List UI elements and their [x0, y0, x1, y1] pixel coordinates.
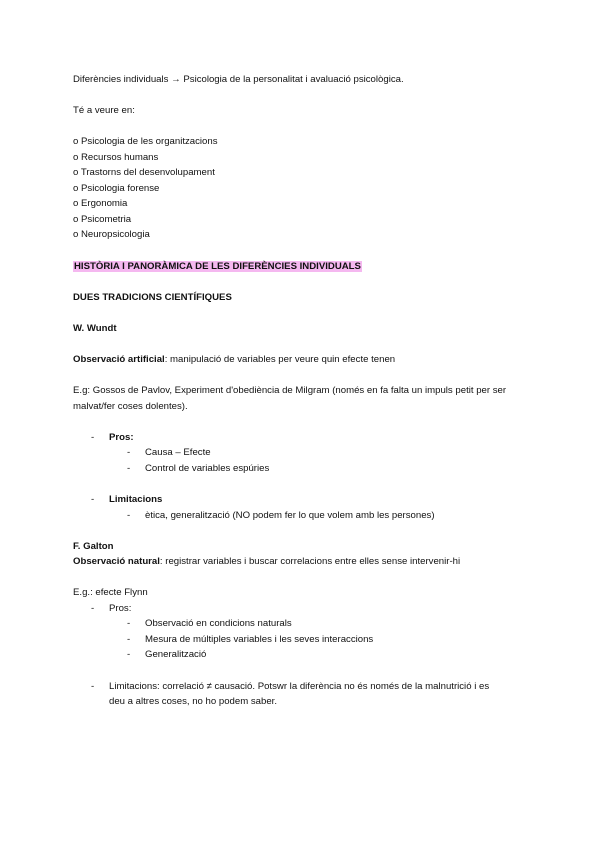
galton-observation-line: [73, 555, 460, 568]
bullet-dash: -: [91, 603, 95, 614]
wundt-heading: W. Wundt: [73, 323, 117, 334]
bullet-dash: -: [91, 494, 95, 505]
list-item: o Ergonomia: [73, 198, 128, 209]
wundt-observation-label: Observació artificial: [73, 354, 165, 365]
galton-pro-item: Generalització: [145, 649, 207, 660]
galton-pros-label: Pros:: [109, 603, 132, 614]
wundt-limitation-item: ètica, generalització (NO podem fer lo que volem amb les persones): [145, 510, 435, 521]
list-item: o Neuropsicologia: [73, 229, 150, 240]
section-heading-historia: [73, 260, 362, 273]
bullet-dash: -: [127, 463, 131, 474]
te-veure-line: Té a veure en:: [73, 105, 135, 116]
galton-observation-text: : registrar variables i buscar correlacions entre elles sense intervenir-hi: [159, 556, 461, 567]
list-item: o Psicometria: [73, 214, 132, 225]
wundt-limitations-label: Limitacions: [109, 494, 163, 505]
bullet-dash: -: [127, 649, 131, 660]
galton-heading: F. Galton: [73, 541, 114, 552]
bullet-dash: -: [91, 432, 95, 443]
galton-pro-item: Mesura de múltiples variables i les seves interaccions: [145, 634, 374, 645]
wundt-pro-item: Causa – Efecte: [145, 447, 211, 458]
galton-example-line: E.g.: efecte Flynn: [73, 587, 148, 598]
galton-limitations-line-1: Limitacions: correlació ≠ causació. Potswr la diferència no és només de la malnutrició i es: [109, 681, 490, 692]
wundt-pros-label: Pros:: [109, 432, 134, 443]
bullet-dash: -: [127, 618, 131, 629]
galton-pro-item: Observació en condicions naturals: [145, 618, 292, 629]
bullet-dash: -: [127, 634, 131, 645]
bullet-dash: -: [91, 681, 95, 692]
galton-limitations-line-2: deu a altres coses, no ho podem saber.: [109, 696, 277, 707]
wundt-observation-line: [73, 353, 395, 366]
list-item: o Psicologia forense: [73, 183, 160, 194]
list-item: o Recursos humans: [73, 152, 159, 163]
list-item: o Trastorns del desenvolupament: [73, 167, 215, 178]
bullet-dash: -: [127, 447, 131, 458]
wundt-example-line-1: E.g: Gossos de Pavlov, Experiment d'obediència de Milgram (només en fa falta un impuls petit per ser: [73, 385, 507, 396]
section-heading-tradicions: DUES TRADICIONS CIENTÍFIQUES: [73, 292, 232, 303]
wundt-observation-text: : manipulació de variables per veure quin efecte tenen: [164, 354, 396, 365]
bullet-dash: -: [127, 510, 131, 521]
wundt-example-line-2: malvat/fer coses dolentes).: [73, 401, 188, 412]
highlighted-heading: HISTÒRIA I PANORÀMICA DE LES DIFERÈNCIES INDIVIDUALS: [74, 261, 361, 272]
galton-observation-label: Observació natural: [73, 556, 160, 567]
intro-line: Diferències individuals → Psicologia de la personalitat i avaluació psicològica.: [73, 74, 404, 85]
list-item: o Psicologia de les organitzacions: [73, 136, 218, 147]
wundt-pro-item: Control de variables espúries: [145, 463, 270, 474]
